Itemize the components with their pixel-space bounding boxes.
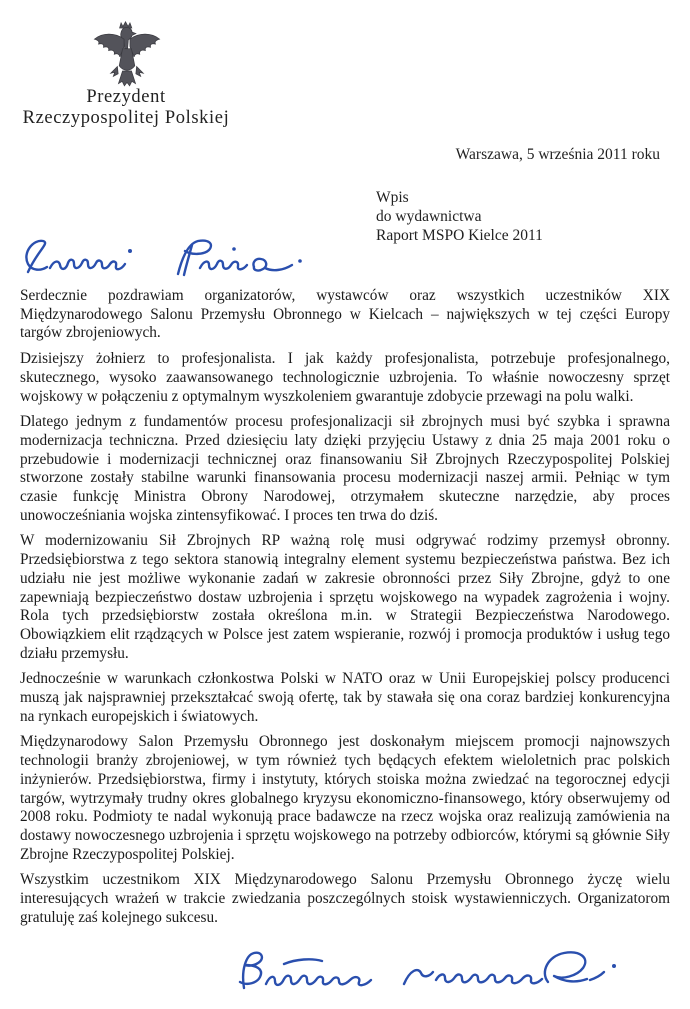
paragraph-4: W modernizowaniu Sił Zbrojnych RP ważną rolę musi odgrywać rodzimy przemysł obronny. Przedsiębiorstwa z tego sektora stanowią integralny element systemu bezpieczeństwa państwa. Bez ich udziału nie jest możliwe wykonanie zadań w zakresie obronności przez Siły Zbrojne, gdyż to one zapewniają bezpieczeństwo dostaw uzbrojenia i sprzętu wojskowego na wypadek zagrożenia i wojny. Rola tych przedsiębiorstw została określona m.in. w Strategii Bezpieczeństwa Narodowego. Obowiązkiem elit rządzących w Polsce jest zatem wspieranie, rozwój i promocja produktów i usług tego działu przemysłu. <box>20 532 670 662</box>
recipient-line2: do wydawnictwa <box>376 208 482 225</box>
paragraph-5: Jednocześnie w warunkach członkostwa Polski w NATO oraz w Unii Europejskiej polscy producenci muszą jak najsprawniej przekształcać swoją ofertę, tak by stawała się ona coraz bardziej konkurencyjna na rynkach europejskich i światowych. <box>20 670 670 725</box>
recipient-line1: Wpis <box>376 189 409 206</box>
letterhead-title <box>0 87 252 129</box>
handwritten-greeting <box>10 234 320 292</box>
letterhead-title-line2: Rzeczypospolitej Polskiej <box>22 108 230 128</box>
greeting-ink-icon <box>10 234 320 292</box>
handwritten-signature <box>226 942 636 1004</box>
eagle-icon <box>90 12 164 90</box>
dateline: Warszawa, 5 września 2011 roku <box>455 146 660 163</box>
paragraph-7: Wszystkim uczestnikom XIX Międzynarodowego Salonu Przemysłu Obronnego życzę wielu interesujących wrażeń w trakcie zwiedzania poszczególnych stoisk wystawienniczych. Organizatorom gratuluję zaś kolejnego sukcesu. <box>20 871 670 926</box>
letterhead-title-line1: Prezydent <box>86 87 166 107</box>
paragraph-1: Serdecznie pozdrawiam organizatorów, wystawców oraz wszystkich uczestników XIX Międzynarodowego Salonu Przemysłu Obronnego w Kielcach – największych w tej części Europy targów zbrojeniowych. <box>20 287 670 342</box>
letter-body <box>20 287 670 935</box>
paragraph-2: Dzisiejszy żołnierz to profesjonalista. I jak każdy profesjonalista, potrzebuje profesjonalnego, skutecznego, wysoko zaawansowanego technologicznie uzbrojenia. To właśnie nowoczesny sprzęt wojskowy w połączeniu z optymalnym wyszkoleniem gwarantuje zdobycie przewagi na polu walki. <box>20 350 670 405</box>
paragraph-3: Dlatego jednym z fundamentów procesu profesjonalizacji sił zbrojnych musi być szybka i sprawna modernizacja techniczna. Przed dziesięciu laty dzięki przyjęciu Ustawy z dnia 25 maja 2001 roku o przebudowie i modernizacji technicznej oraz finansowaniu Sił Zbrojnych Rzeczypospolitej Polskiej stworzone zostały stabilne warunki finansowania procesu modernizacji naszej armii. Pełniąc w tym czasie funkcję Ministra Obrony Narodowej, otrzymałem skuteczne narzędzie, aby proces unowocześniania wojska zintensyfikować. I proces ten trwa do dziś. <box>20 413 670 524</box>
recipient-line3: Raport MSPO Kielce 2011 <box>376 227 543 244</box>
signature-ink-icon <box>226 942 636 1004</box>
paragraph-6: Międzynarodowy Salon Przemysłu Obronnego jest doskonałym miejscem promocji najnowszych technologii branży zbrojeniowej, w tym również tych będących efektem wieloletnich prac polskich inżynierów. Przedsiębiorstwa, firmy i instytuty, których stoiska można zwiedzać na tegorocznej edycji targów, wytrzymały trudny okres globalnego kryzysu ekonomiczno-finansowego, który obserwujemy od 2008 roku. Podmioty te nadal wykonują prace badawcze na rzecz wojska oraz realizują zamówienia na dostawy nowoczesnego uzbrojenia i sprzętu wojskowego na potrzeby odbiorców, którymi są głównie Siły Zbrojne Rzeczypospolitej Polskiej. <box>20 733 670 863</box>
polish-eagle-emblem <box>90 12 164 90</box>
recipient-block <box>376 188 543 245</box>
